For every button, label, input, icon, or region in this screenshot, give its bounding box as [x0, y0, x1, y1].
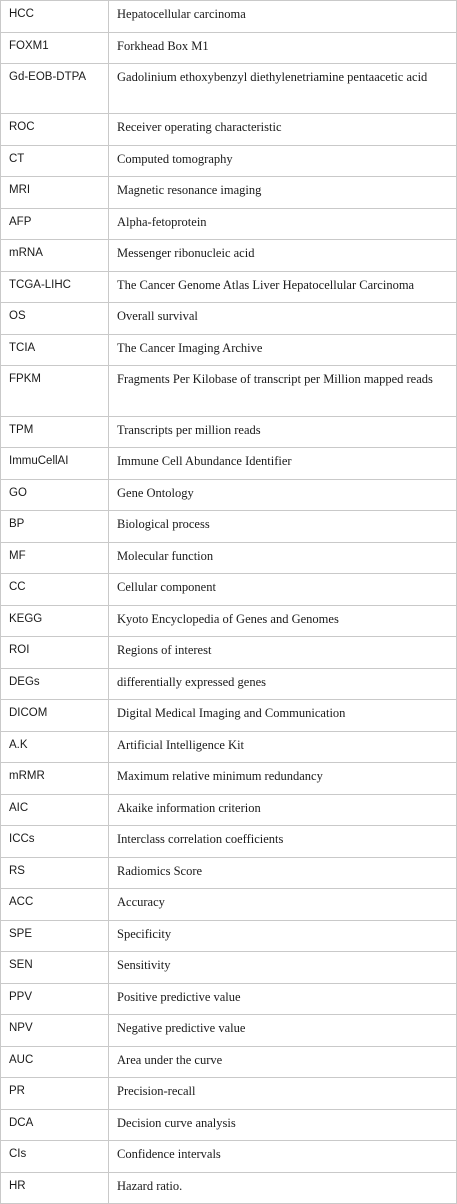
table-row: [1, 795, 457, 826]
definition-cell: Accuracy: [109, 889, 457, 921]
abbreviation-cell: PPV: [1, 984, 109, 1015]
definition-cell: Immune Cell Abundance Identifier: [109, 448, 457, 480]
definition-cell: Confidence intervals: [109, 1141, 457, 1173]
abbreviation-cell: BP: [1, 511, 109, 543]
abbreviation-cell: A.K: [1, 732, 109, 763]
definition-cell: Area under the curve: [109, 1047, 457, 1078]
abbreviation-cell: AIC: [1, 795, 109, 826]
table-row: [1, 146, 457, 177]
abbreviation-cell: SPE: [1, 921, 109, 952]
abbreviation-cell: PR: [1, 1078, 109, 1110]
table-row: [1, 1141, 457, 1173]
table-row: [1, 826, 457, 858]
table-row: [1, 574, 457, 606]
abbreviation-cell: ACC: [1, 889, 109, 921]
table-row: [1, 1110, 457, 1141]
definition-cell: differentially expressed genes: [109, 669, 457, 700]
abbreviation-cell: HCC: [1, 1, 109, 33]
abbreviation-cell: AUC: [1, 1047, 109, 1078]
table-row: [1, 700, 457, 732]
table-row: [1, 1173, 457, 1204]
table-row: [1, 303, 457, 335]
definition-cell: Artificial Intelligence Kit: [109, 732, 457, 763]
definition-cell: Hazard ratio.: [109, 1173, 457, 1204]
table-row: [1, 637, 457, 669]
table-row: [1, 1078, 457, 1110]
abbreviations-table-body: [1, 1, 457, 1204]
definition-cell: The Cancer Genome Atlas Liver Hepatocellular Carcinoma: [109, 272, 457, 303]
table-row: [1, 889, 457, 921]
definition-cell: Digital Medical Imaging and Communication: [109, 700, 457, 732]
table-row: [1, 984, 457, 1015]
abbreviation-cell: mRMR: [1, 763, 109, 795]
definition-cell: Overall survival: [109, 303, 457, 335]
abbreviation-cell: TPM: [1, 417, 109, 448]
table-row: [1, 64, 457, 114]
abbreviation-cell: KEGG: [1, 606, 109, 637]
table-row: [1, 448, 457, 480]
abbreviation-cell: FPKM: [1, 366, 109, 417]
definition-cell: Alpha-fetoprotein: [109, 209, 457, 240]
definition-cell: Kyoto Encyclopedia of Genes and Genomes: [109, 606, 457, 637]
definition-cell: Biological process: [109, 511, 457, 543]
abbreviation-cell: TCIA: [1, 335, 109, 366]
abbreviation-cell: CC: [1, 574, 109, 606]
definition-cell: Specificity: [109, 921, 457, 952]
table-row: [1, 209, 457, 240]
abbreviation-cell: ROC: [1, 114, 109, 146]
table-row: [1, 366, 457, 417]
definition-cell: Maximum relative minimum redundancy: [109, 763, 457, 795]
definition-cell: Cellular component: [109, 574, 457, 606]
definition-cell: Gene Ontology: [109, 480, 457, 511]
table-row: [1, 177, 457, 209]
table-row: [1, 272, 457, 303]
abbreviation-cell: DCA: [1, 1110, 109, 1141]
abbreviation-cell: FOXM1: [1, 33, 109, 64]
abbreviation-cell: DICOM: [1, 700, 109, 732]
table-row: [1, 1047, 457, 1078]
abbreviation-cell: SEN: [1, 952, 109, 984]
definition-cell: Gadolinium ethoxybenzyl diethylenetriamine pentaacetic acid: [109, 64, 457, 114]
table-row: [1, 1, 457, 33]
abbreviation-cell: ROI: [1, 637, 109, 669]
definition-cell: Interclass correlation coefficients: [109, 826, 457, 858]
abbreviation-cell: TCGA-LIHC: [1, 272, 109, 303]
table-row: [1, 858, 457, 889]
definition-cell: Forkhead Box M1: [109, 33, 457, 64]
table-row: [1, 114, 457, 146]
definition-cell: Regions of interest: [109, 637, 457, 669]
definition-cell: Akaike information criterion: [109, 795, 457, 826]
table-row: [1, 606, 457, 637]
definition-cell: Radiomics Score: [109, 858, 457, 889]
abbreviation-cell: CIs: [1, 1141, 109, 1173]
abbreviation-cell: HR: [1, 1173, 109, 1204]
table-row: [1, 921, 457, 952]
table-row: [1, 417, 457, 448]
definition-cell: Hepatocellular carcinoma: [109, 1, 457, 33]
table-row: [1, 543, 457, 574]
abbreviation-cell: OS: [1, 303, 109, 335]
definition-cell: Computed tomography: [109, 146, 457, 177]
table-row: [1, 480, 457, 511]
abbreviation-cell: RS: [1, 858, 109, 889]
definition-cell: Transcripts per million reads: [109, 417, 457, 448]
definition-cell: Fragments Per Kilobase of transcript per Million mapped reads: [109, 366, 457, 417]
abbreviation-cell: ImmuCellAI: [1, 448, 109, 480]
definition-cell: Receiver operating characteristic: [109, 114, 457, 146]
abbreviation-cell: MF: [1, 543, 109, 574]
abbreviation-cell: DEGs: [1, 669, 109, 700]
definition-cell: The Cancer Imaging Archive: [109, 335, 457, 366]
definition-cell: Messenger ribonucleic acid: [109, 240, 457, 272]
definition-cell: Positive predictive value: [109, 984, 457, 1015]
definition-cell: Magnetic resonance imaging: [109, 177, 457, 209]
definition-cell: Molecular function: [109, 543, 457, 574]
table-row: [1, 952, 457, 984]
table-row: [1, 763, 457, 795]
table-row: [1, 669, 457, 700]
definition-cell: Precision-recall: [109, 1078, 457, 1110]
abbreviation-cell: MRI: [1, 177, 109, 209]
abbreviation-cell: CT: [1, 146, 109, 177]
abbreviation-cell: ICCs: [1, 826, 109, 858]
abbreviation-cell: GO: [1, 480, 109, 511]
table-row: [1, 732, 457, 763]
abbreviation-cell: NPV: [1, 1015, 109, 1047]
abbreviation-cell: mRNA: [1, 240, 109, 272]
abbreviation-cell: Gd-EOB-DTPA: [1, 64, 109, 114]
table-row: [1, 33, 457, 64]
table-row: [1, 335, 457, 366]
table-row: [1, 240, 457, 272]
definition-cell: Sensitivity: [109, 952, 457, 984]
definition-cell: Negative predictive value: [109, 1015, 457, 1047]
table-row: [1, 1015, 457, 1047]
abbreviation-cell: AFP: [1, 209, 109, 240]
definition-cell: Decision curve analysis: [109, 1110, 457, 1141]
table-row: [1, 511, 457, 543]
